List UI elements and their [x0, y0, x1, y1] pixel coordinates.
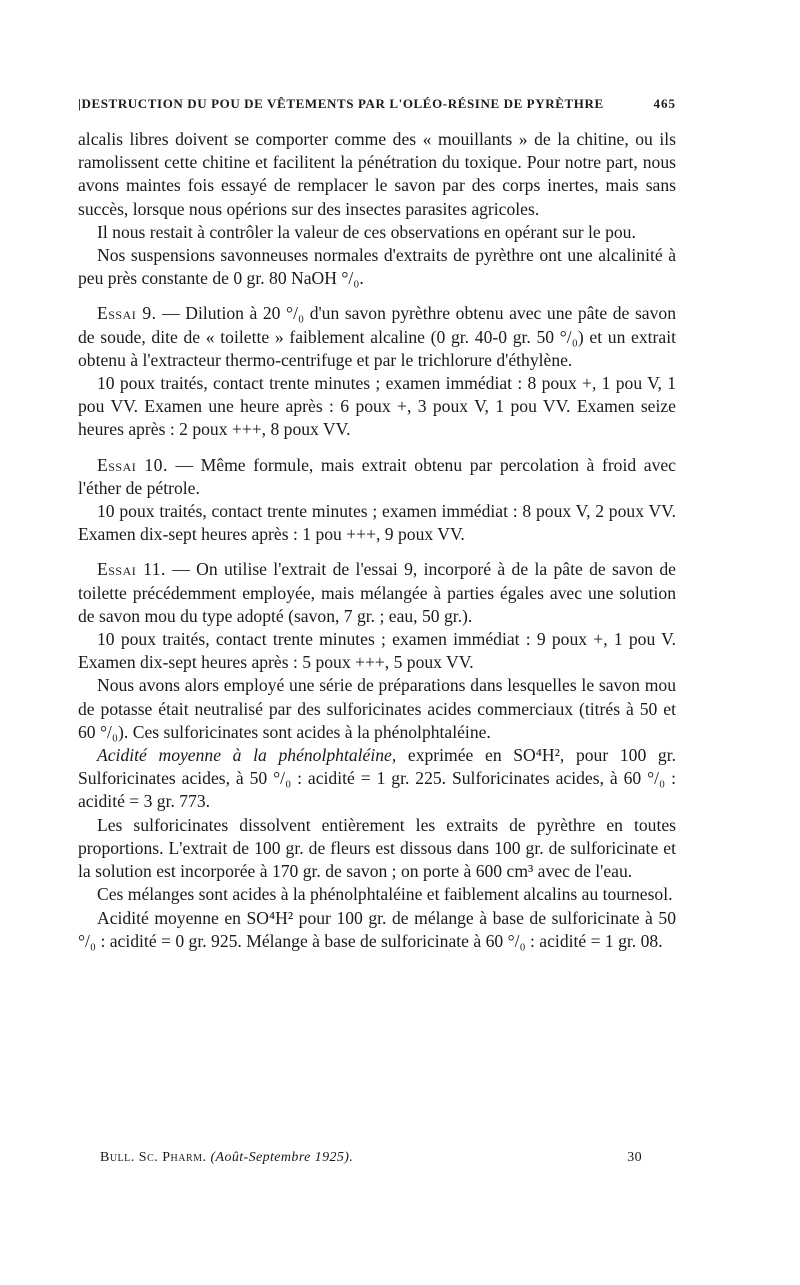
running-header [78, 96, 676, 112]
paragraph: alcalis libres doivent se comporter comme des « mouillants » de la chitine, ou ils ramolissent cette chitine et facilitent la pénétration du toxique. Pour notre part, nous avons maintes fois essayé de remplacer le savon par des corps inertes, mais sans succès, lorsque nous opérions sur des insectes parasites agricoles. [78, 129, 676, 219]
paragraph: Nous avons alors employé une série de préparations dans lesquelles le savon mou de potasse était neutralisé par des sulforicinates acides commerciaux (titrés à 50 et 60 °/₀). Ces sulforicinates sont acides à la phénolphtaléine. [78, 675, 676, 742]
paragraph: Il nous restait à contrôler la valeur de ces observations en opérant sur le pou. [97, 221, 636, 242]
page-number: 465 [653, 96, 676, 111]
acidity-paragraph: Acidité moyenne à la phénolphtaléine, exprimée en SO⁴H², pour 100 gr. Sulforicinates acides, à 50 °/₀ : acidité = 1 gr. 225. Sulforicinates acides, à 60 °/₀ : acidité = 3 gr. 773. [78, 745, 676, 812]
essai-label: Essai 9. [97, 303, 157, 324]
journal-citation: Bull. Sc. Pharm. (Août-Septembre 1925). [100, 1150, 354, 1165]
essai-label: Essai 11. [97, 559, 166, 580]
page-body [78, 96, 676, 953]
paragraph: 10 poux traités, contact trente minutes ; examen immédiat : 8 poux V, 2 poux VV. Examen dix-sept heures après : 1 pou +++, 9 poux VV. [78, 501, 676, 545]
paragraph: 10 poux traités, contact trente minutes ; examen immédiat : 9 poux +, 1 pou V. Examen dix-sept heures après : 5 poux +++, 5 poux VV. [78, 629, 676, 673]
sheet-number: 30 [627, 1150, 642, 1165]
essai-11-paragraph: Essai 11. — On utilise l'extrait de l'essai 9, incorporé à de la pâte de savon de toilette précédemment employée, mais mélangée à parties égales avec une solution de savon mou du type adopté (savon, 7 gr. ; eau, 50 gr.). [78, 559, 676, 626]
paragraph: Nos suspensions savonneuses normales d'extraits de pyrèthre ont une alcalinité à peu près constante de 0 gr. 80 NaOH °/₀. [78, 245, 676, 289]
paragraph: 10 poux traités, contact trente minutes ; examen immédiat : 8 poux +, 1 pou V, 1 pou VV. Examen une heure après : 6 poux +, 3 poux V, 1 pou VV. Examen seize heures après : 2 poux +++, 8 poux VV. [78, 373, 676, 440]
page-footer [100, 1150, 642, 1166]
italic-heading: Acidité moyenne à la phénolphtaléine, [97, 745, 397, 766]
essai-9-paragraph: Essai 9. — Dilution à 20 °/₀ d'un savon pyrèthre obtenu avec une pâte de savon de soude, dite de « toilette » faiblement alcaline (0 gr. 40-0 gr. 50 °/₀) et un extrait obtenu à l'extracteur thermo-centrifuge et par le trichlorure d'éthylène. [78, 303, 676, 370]
paragraph: Les sulforicinates dissolvent entièrement les extraits de pyrèthre en toutes proportions. L'extrait de 100 gr. de fleurs est dissous dans 100 gr. de sulforicinate et la solution est incorporée à 170 gr. de savon ; on porte à 600 cm³ avec de l'eau. [78, 814, 676, 882]
paragraph: Acidité moyenne en SO⁴H² pour 100 gr. de mélange à base de sulforicinate à 50 °/₀ : acidité = 0 gr. 925. Mélange à base de sulforicinate à 60 °/₀ : acidité = 1 gr. 08. [78, 907, 676, 951]
essai-label: Essai 10. [97, 454, 168, 475]
essai-10-paragraph: Essai 10. — Même formule, mais extrait obtenu par percolation à froid avec l'éther de pétrole. [78, 454, 676, 498]
running-title: |DESTRUCTION DU POU DE VÊTEMENTS PAR L'OLÉO-RÉSINE DE PYRÈTHRE [78, 96, 604, 111]
paragraph: Ces mélanges sont acides à la phénolphtaléine et faiblement alcalins au tournesol. [97, 884, 673, 905]
